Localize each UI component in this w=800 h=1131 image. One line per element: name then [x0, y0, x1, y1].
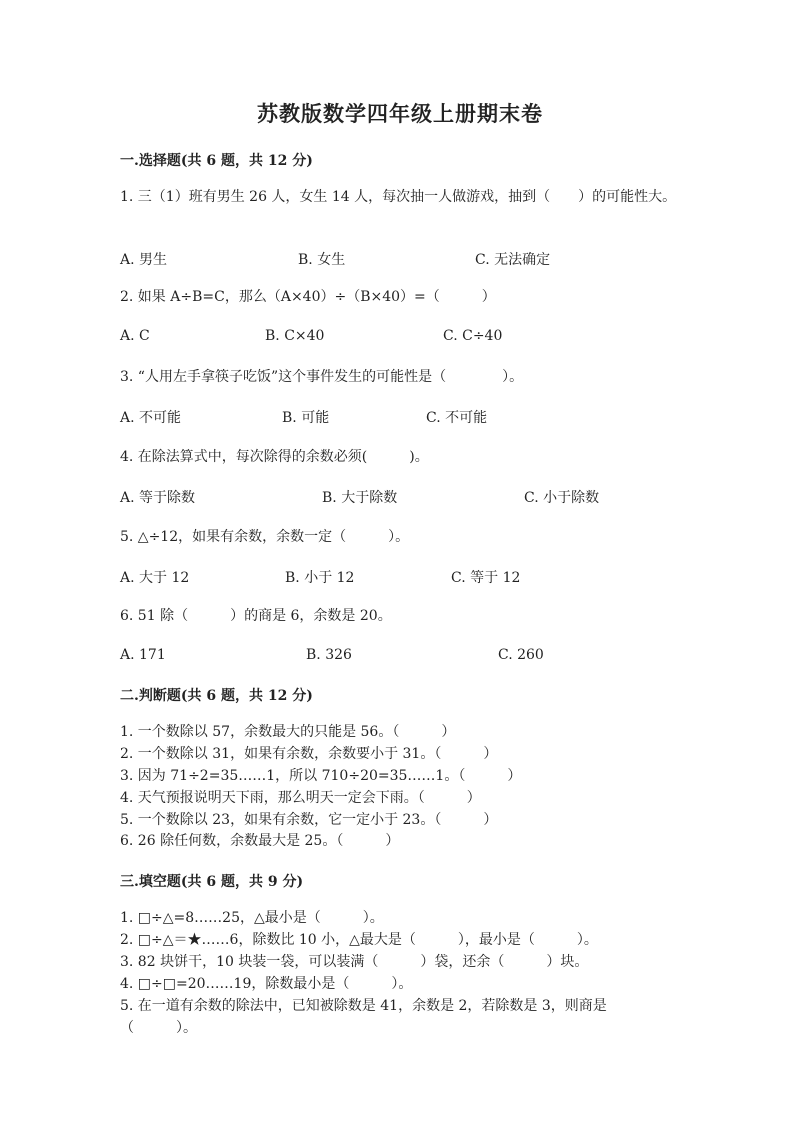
- option-c: C. 小于除数: [524, 490, 600, 506]
- judgment-item: 6. 26 除任何数，余数最大是 25。（ ）: [120, 833, 400, 849]
- option-b: B. 小于 12: [285, 570, 355, 586]
- option-a: A. 不可能: [120, 410, 182, 426]
- option-a: A. 171: [120, 647, 166, 663]
- option-c: C. 不可能: [426, 410, 488, 426]
- judgment-item: 1. 一个数除以 57，余数最大的只能是 56。（ ）: [120, 724, 456, 740]
- option-c: C. 无法确定: [475, 252, 551, 268]
- option-a: A. 男生: [120, 252, 168, 268]
- option-b: B. 可能: [282, 410, 330, 426]
- question-text: 1. 三（1）班有男生 26 人，女生 14 人，每次抽一人做游戏，抽到（ ）的可能性大。: [120, 189, 677, 205]
- fill-blank-item: 2. □÷△＝★……6，除数比 10 小，△最大是（ ），最小是（ ）。: [120, 932, 598, 948]
- question-text: 6. 51 除（ ）的商是 6，余数是 20。: [120, 608, 392, 624]
- fill-blank-item: 1. □÷△=8……25，△最小是（ ）。: [120, 910, 384, 926]
- section-heading-choice: 一.选择题(共 6 题，共 12 分): [120, 153, 313, 169]
- option-a: A. 大于 12: [120, 570, 190, 586]
- judgment-item: 5. 一个数除以 23，如果有余数，它一定小于 23。（ ）: [120, 812, 498, 828]
- option-b: B. C×40: [265, 328, 325, 344]
- question-text: 2. 如果 A÷B=C，那么（A×40）÷（B×40）=（ ）: [120, 289, 496, 305]
- option-b: B. 女生: [298, 252, 346, 268]
- fill-blank-item: 3. 82 块饼干，10 块装一袋，可以装满（ ）袋，还余（ ）块。: [120, 954, 589, 970]
- option-b: B. 326: [306, 647, 352, 663]
- option-a: A. C: [120, 328, 150, 344]
- fill-blank-item: （ ）。: [120, 1020, 197, 1036]
- judgment-item: 4. 天气预报说明天下雨，那么明天一定会下雨。（ ）: [120, 790, 481, 806]
- page-title: 苏教版数学四年级上册期末卷: [257, 101, 543, 126]
- option-c: C. 等于 12: [451, 570, 521, 586]
- section-heading-judgment: 二.判断题(共 6 题，共 12 分): [120, 688, 313, 704]
- question-text: 5. △÷12，如果有余数，余数一定（ ）。: [120, 529, 410, 545]
- question-text: 3. “人用左手拿筷子吃饭”这个事件发生的可能性是（ ）。: [120, 369, 524, 385]
- judgment-item: 3. 因为 71÷2=35……1，所以 710÷20=35……1。（ ）: [120, 768, 522, 784]
- fill-blank-item: 4. □÷□=20……19，除数最小是（ ）。: [120, 976, 413, 992]
- fill-blank-item: 5. 在一道有余数的除法中，已知被除数是 41，余数是 2，若除数是 3，则商是: [120, 998, 607, 1014]
- option-c: C. C÷40: [443, 328, 503, 344]
- judgment-item: 2. 一个数除以 31，如果有余数，余数要小于 31。（ ）: [120, 746, 498, 762]
- option-c: C. 260: [498, 647, 544, 663]
- question-text: 4. 在除法算式中，每次除得的余数必须( )。: [120, 449, 429, 465]
- option-a: A. 等于除数: [120, 490, 196, 506]
- section-heading-fill-blank: 三.填空题(共 6 题，共 9 分): [120, 874, 304, 890]
- option-b: B. 大于除数: [322, 490, 398, 506]
